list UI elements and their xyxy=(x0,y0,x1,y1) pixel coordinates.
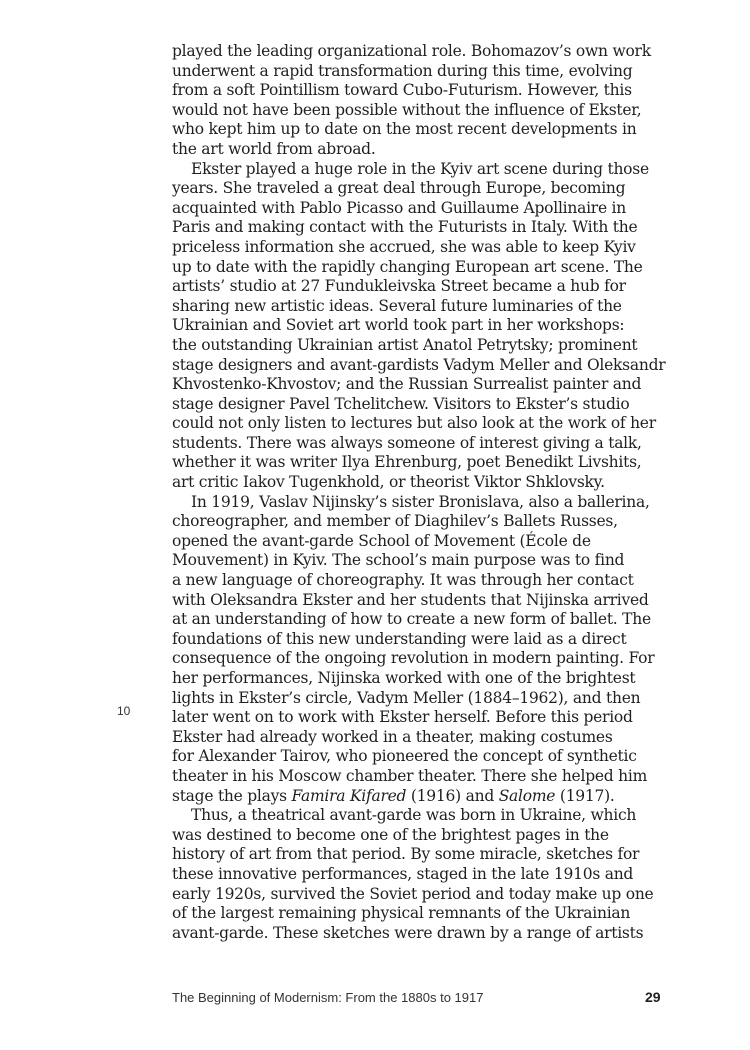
text-line: later went on to work with Ekster herself. Before this period xyxy=(172,708,633,727)
text-line: Ekster played a huge role in the Kyiv art scene during those xyxy=(191,159,649,178)
text-line: Mouvement) in Kyiv. The school’s main purpose was to find xyxy=(172,551,625,570)
text-line xyxy=(172,787,692,807)
text-line: with Oleksandra Ekster and her students that Nijinska arrived xyxy=(172,590,649,609)
text-line: played the leading organizational role. Bohomazov’s own work xyxy=(172,42,651,60)
text-line: whether it was writer Ilya Ehrenburg, poet Benedikt Livshits, xyxy=(172,453,642,472)
text-line: underwent a rapid transformation during this time, evolving xyxy=(172,61,633,80)
text-line: artists’ studio at 27 Fundukleivska Street became a hub for xyxy=(172,277,626,296)
text-line: In 1919, Vaslav Nijinsky’s sister Bronislava, also a ballerina, xyxy=(191,492,650,511)
play-title: Salome xyxy=(498,786,556,805)
text-line: was destined to become one of the brightest pages in the xyxy=(172,825,609,844)
text-line: Thus, a theatrical avant-garde was born in Ukraine, which xyxy=(191,806,637,825)
text-line: acquainted with Pablo Picasso and Guillaume Apollinaire in xyxy=(172,198,626,217)
text-line: priceless information she accrued, she was able to keep Kyiv xyxy=(172,237,636,256)
text-line: art critic Iakov Tugenkhold, or theorist Viktor Shklovsky. xyxy=(172,473,605,492)
play-title: Famira Kifared xyxy=(291,786,407,805)
text-line: at an understanding of how to create a new form of ballet. The xyxy=(172,610,651,629)
text-line: years. She traveled a great deal through Europe, becoming xyxy=(172,179,626,198)
text-fragment: (1916) and xyxy=(406,786,499,805)
running-footer: The Beginning of Modernism: From the 1880s to 1917 xyxy=(172,990,484,1005)
text-line: Ukrainian and Soviet art world took part in her workshops: xyxy=(172,316,625,335)
text-line: the art world from abroad. xyxy=(172,139,376,158)
text-line: these innovative performances, staged in the late 1910s and xyxy=(172,864,634,883)
page-number: 29 xyxy=(645,989,661,1005)
text-line: avant-garde. These sketches were drawn by a range of artists xyxy=(172,923,644,942)
text-line: history of art from that period. By some miracle, sketches for xyxy=(172,845,640,864)
text-line: her performances, Nijinska worked with one of the brightest xyxy=(172,669,636,687)
text-line: Paris and making contact with the Futurists in Italy. With the xyxy=(172,218,638,237)
text-line: opened the avant-garde School of Movement (École de xyxy=(172,531,591,550)
text-fragment: (1917). xyxy=(555,786,615,805)
text-line: choreographer, and member of Diaghilev’s Ballets Russes, xyxy=(172,512,618,531)
text-line: lights in Ekster’s circle, Vadym Meller (1884–1962), and then xyxy=(172,688,641,707)
text-fragment: stage the plays xyxy=(172,786,292,805)
text-line: could not only listen to lectures but also look at the work of her xyxy=(172,414,656,433)
text-line: Ekster had already worked in a theater, making costumes xyxy=(172,727,613,746)
text-line: for Alexander Tairov, who pioneered the concept of synthetic xyxy=(172,747,637,766)
text-line: Khvostenko-Khvostov; and the Russian Surrealist painter and xyxy=(172,375,642,394)
text-line: would not have been possible without the influence of Ekster, xyxy=(172,100,642,119)
text-line: sharing new artistic ideas. Several future luminaries of the xyxy=(172,296,622,315)
text-line: up to date with the rapidly changing European art scene. The xyxy=(172,257,643,276)
text-line: stage designers and avant-gardists Vadym Meller and Oleksandr xyxy=(172,355,666,374)
text-line: the outstanding Ukrainian artist Anatol Petrytsky; prominent xyxy=(172,335,638,354)
text-line: from a soft Pointillism toward Cubo-Futurism. However, this xyxy=(172,81,632,100)
text-line: foundations of this new understanding were laid as a direct xyxy=(172,629,627,648)
text-line: consequence of the ongoing revolution in modern painting. For xyxy=(172,649,655,668)
text-line: of the largest remaining physical remnants of the Ukrainian xyxy=(172,904,631,923)
text-line: stage designer Pavel Tchelitchew. Visitors to Ekster’s studio xyxy=(172,394,630,413)
text-line: students. There was always someone of interest giving a talk, xyxy=(172,433,642,452)
text-line: early 1920s, survived the Soviet period and today make up one xyxy=(172,884,654,903)
text-line: a new language of choreography. It was through her contact xyxy=(172,571,634,590)
text-line: theater in his Moscow chamber theater. There she helped him xyxy=(172,766,648,785)
body-text xyxy=(172,42,692,943)
text-line: who kept him up to date on the most recent developments in xyxy=(172,120,637,139)
endnote-marker: 10 xyxy=(117,704,131,718)
